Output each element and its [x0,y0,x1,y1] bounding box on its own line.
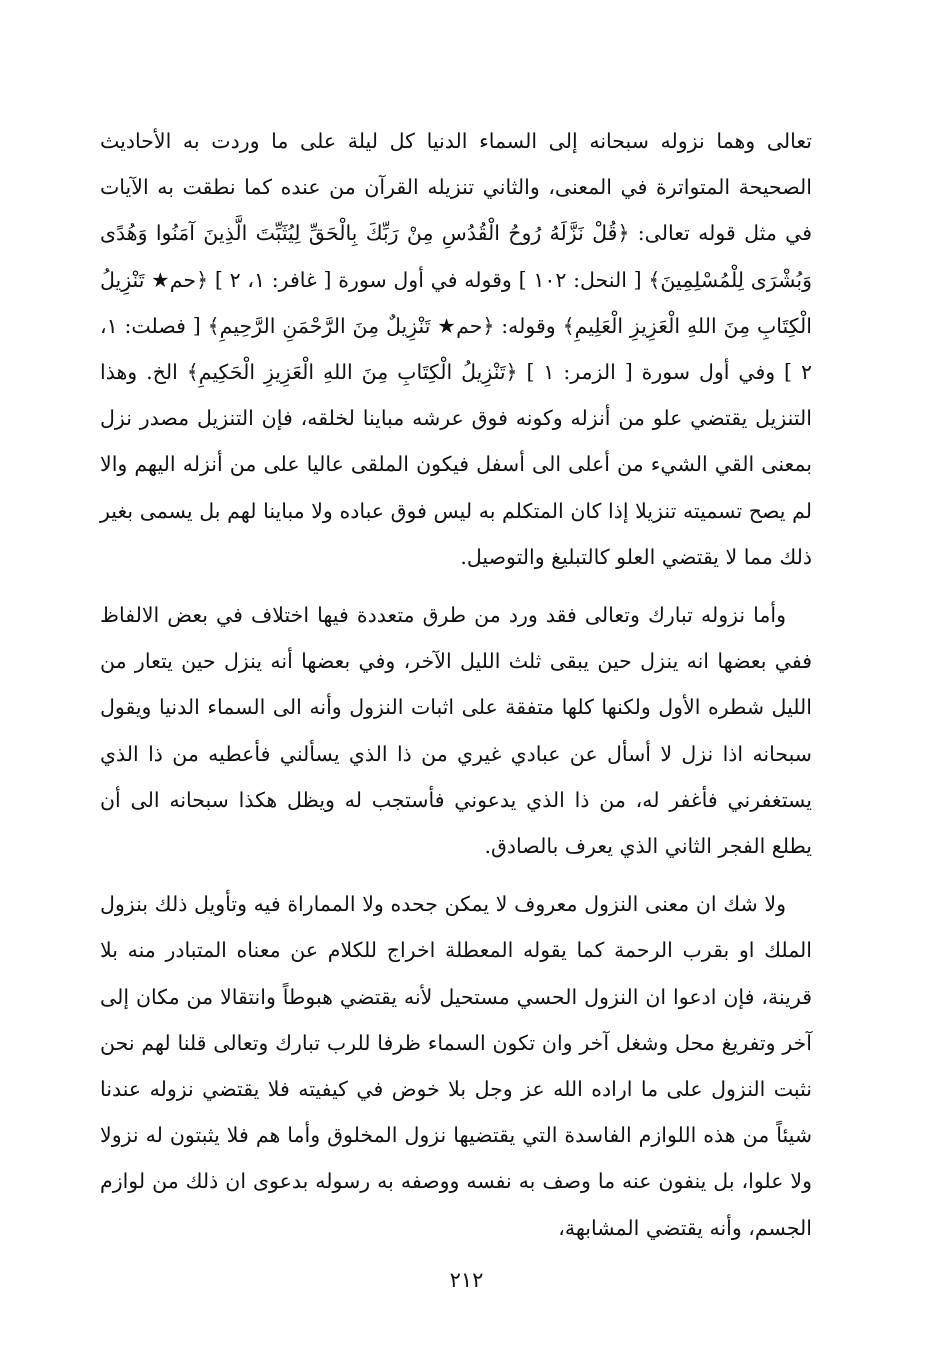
paragraph-1: تعالى وهما نزوله سبحانه إلى السماء الدنيا كل ليلة على ما وردت به الأحاديث الصحيحة المتواترة في المعنى، والثاني تنزيله القرآن من عنده كما نطقت به الآيات في مثل قوله تعالى: ﴿قُلْ نَزَّلَهُ رُوحُ الْقُدُسِ مِنْ رَبِّكَ بِالْحَقِّ لِيُثَبِّتَ الَّذِينَ آمَنُوا وَهُدًى وَبُشْرَى لِلْمُسْلِمِينَ﴾ [ النحل: ١٠٢ ] وقوله في أول سورة [ غافر: ١، ٢ ] ﴿حم★ تَنْزِيلُ الْكِتَابِ مِنَ اللهِ الْعَزِيزِ الْعَلِيمِ﴾ وقوله: ﴿حم★ تَنْزِيلٌ مِنَ الرَّحْمَنِ الرَّحِيمِ﴾ [ فصلت: ١، ٢ ] وفي أول سورة [ الزمر: ١ ] ﴿تَنْزِيلُ الْكِتَابِ مِنَ اللهِ الْعَزِيزِ الْحَكِيمِ﴾ الخ. وهذا التنزيل يقتضي علو من أنزله وكونه فوق عرشه مباينا لخلقه، فإن التنزيل مصدر نزل بمعنى القي الشيء من أعلى الى أسفل فيكون الملقى عاليا على من أنزله اليهم والا لم يصح تسميته تنزيلا إذا كان المتكلم به ليس فوق عباده ولا مباينا لهم بل يسمى بغير ذلك مما لا يقتضي العلو كالتبليغ والتوصيل. [100,129,813,569]
page-body [100,118,812,1251]
paragraph-3: ولا شك ان معنى النزول معروف لا يمكن جحده ولا المماراة فيه وتأويل ذلك بنزول الملك او بقرب الرحمة كما يقوله المعطلة اخراج للكلام عن معناه المتبادر منه بلا قرينة، فإن ادعوا ان النزول الحسي مستحيل لأنه يقتضي هبوطاً وانتقالا من مكان إلى آخر وتفريغ محل وشغل آخر وان تكون السماء ظرفا للرب تبارك وتعالى قلنا لهم نحن نثبت النزول على ما اراده الله عز وجل بلا خوض في كيفيته فلا يقتضي نزوله عندنا شيئاً من هذه اللوازم الفاسدة التي يقتضيها نزول المخلوق وأما هم فلا يثبتون له نزولا ولا علوا، بل ينفون عنه ما وصف به نفسه ووصفه به رسوله بدعوى ان ذلك من لوازم الجسم، وأنه يقتضي المشابهة، [100,892,812,1240]
page-number: ٢١٢ [449,1268,484,1292]
paragraph-2: وأما نزوله تبارك وتعالى فقد ورد من طرق متعددة فيها اختلاف في بعض الالفاظ ففي بعضها انه ينزل حين يبقى ثلث الليل الآخر، وفي بعضها أنه ينزل حين يتعار من الليل شطره الأول ولكنها كلها متفقة على اثبات النزول وأنه الى السماء الدنيا ويقول سبحانه اذا نزل لا أسأل عن عبادي غيري من ذا الذي يسألني فأعطيه من ذا الذي يستغفرني فأغفر له، من ذا الذي يدعوني فأستجب له ويظل هكذا سبحانه الى أن يطلع الفجر الثاني الذي يعرف بالصادق. [100,603,812,859]
